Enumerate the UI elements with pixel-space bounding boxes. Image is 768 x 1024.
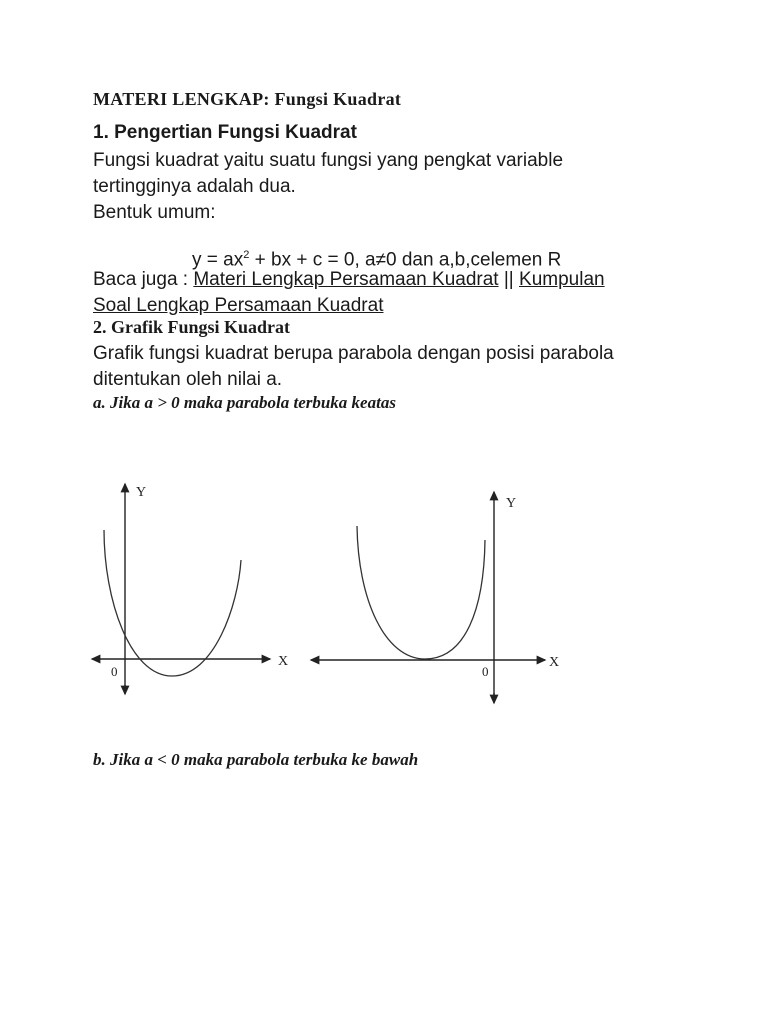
right-graph (311, 492, 559, 703)
link-kumpulan-soal-part-1[interactable]: Kumpulan (519, 269, 605, 290)
read-also-line-1 (93, 267, 605, 293)
read-also-prefix: Baca juga : (93, 269, 194, 290)
definition-line-1: Fungsi kuadrat yaitu suatu fungsi yang pengkat variable (93, 150, 564, 171)
right-y-label: Y (506, 496, 517, 511)
right-origin-label: 0 (482, 664, 489, 679)
right-x-label: X (549, 655, 560, 670)
left-origin-label: 0 (111, 664, 118, 679)
general-form-label: Bentuk umum: (93, 202, 216, 223)
read-also-line-2 (93, 293, 383, 319)
link-materi-persamaan-kuadrat[interactable]: Materi Lengkap Persamaan Kuadrat (193, 269, 499, 290)
graph-text-line-1: Grafik fungsi kuadrat berupa parabola dengan posisi parabola (93, 343, 614, 364)
left-x-label: X (278, 654, 289, 669)
section-1-heading: 1. Pengertian Fungsi Kuadrat (93, 122, 357, 143)
graph-text-line-2: ditentukan oleh nilai a. (93, 369, 283, 390)
left-y-label: Y (136, 485, 147, 500)
case-b-text: b. Jika a < 0 maka parabola terbuka ke bawah (93, 750, 419, 769)
link-kumpulan-soal-part-2[interactable]: Soal Lengkap Persamaan Kuadrat (93, 295, 384, 316)
section-2-heading: 2. Grafik Fungsi Kuadrat (93, 317, 291, 337)
document-title: MATERI LENGKAP: Fungsi Kuadrat (93, 89, 402, 109)
definition-line-2: tertingginya adalah dua. (93, 176, 296, 197)
read-also-separator: || (498, 269, 520, 290)
right-parabola-curve (357, 526, 485, 659)
formula-part-2: + bx + c = 0, a≠0 dan a,b,celemen R (249, 249, 562, 271)
case-a-text: a. Jika a > 0 maka parabola terbuka keatas (93, 393, 396, 412)
formula-part-1: y = ax (192, 249, 244, 271)
left-graph (92, 484, 288, 694)
parabola-graphs (0, 470, 768, 720)
formula-superscript: 2 (243, 249, 250, 261)
